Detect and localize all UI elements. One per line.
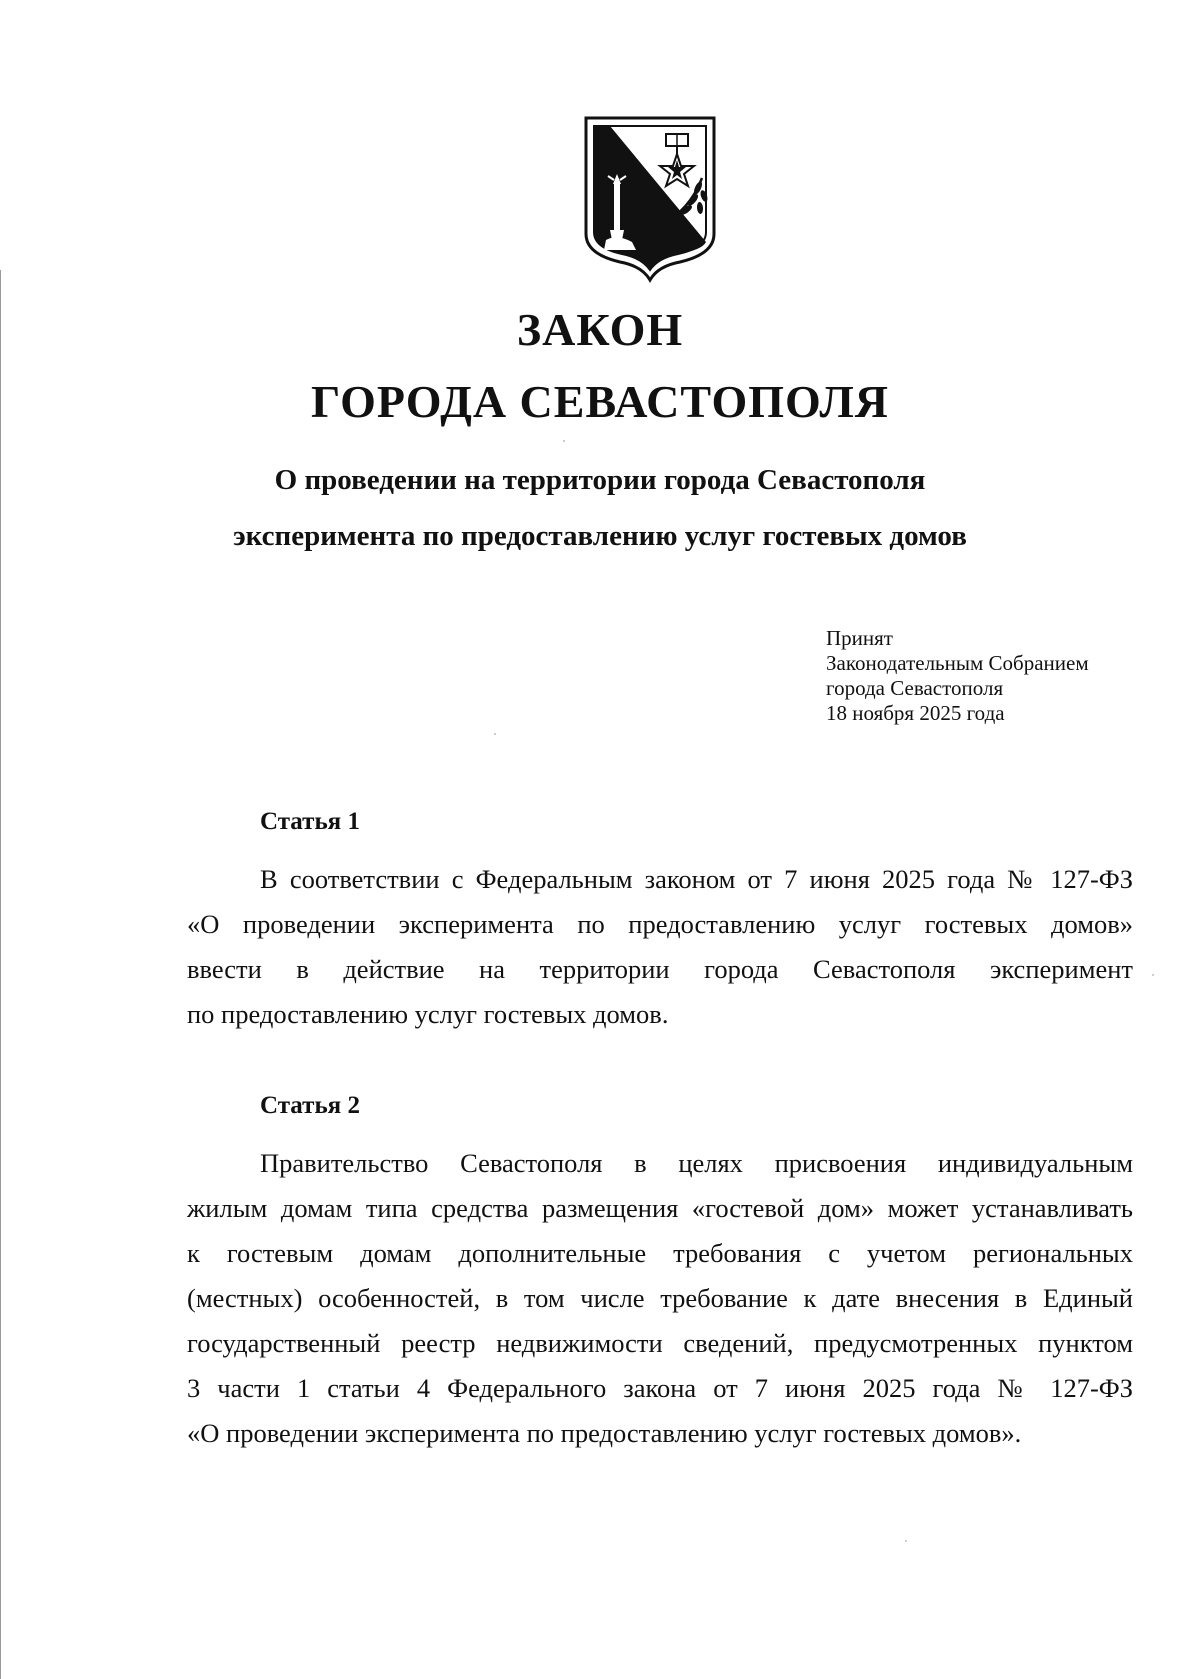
article-1-title: Статья 1	[260, 808, 360, 835]
scan-speck	[563, 440, 565, 442]
law-label: ЗАКОН	[516, 304, 684, 355]
text-line: Правительство Севастополя в целях присвоения индивидуальным	[260, 1148, 1133, 1178]
text-line: В соответствии с Федеральным законом от 7 июня 2025 года № 127-ФЗ	[260, 864, 1133, 894]
article-1-text	[187, 857, 1133, 1037]
law-subject: ГОРОДА СЕВАСТОПОЛЯ	[310, 376, 890, 427]
adoption-line: Законодательным Собранием	[826, 651, 1089, 675]
text-line: ввести в действие на территории города Севастополя эксперимент	[187, 954, 1133, 984]
adoption-block	[826, 626, 1186, 726]
adoption-line: города Севастополя	[826, 676, 1004, 700]
coat-of-arms-icon	[580, 114, 720, 284]
scan-speck	[494, 733, 496, 735]
text-line: (местных) особенностей, в том числе требование к дате внесения в Единый	[187, 1283, 1133, 1313]
scan-speck	[1152, 974, 1154, 976]
text-line: «О проведении эксперимента по предоставлению услуг гостевых домов»	[187, 909, 1133, 939]
text-line: к гостевым домам дополнительные требования с учетом региональных	[187, 1238, 1133, 1268]
text-line: 3 части 1 статьи 4 Федерального закона от 7 июня 2025 года № 127-ФЗ	[187, 1373, 1133, 1403]
adoption-date: 18 ноября 2025 года	[826, 701, 1005, 725]
text-line: государственный реестр недвижимости сведений, предусмотренных пунктом	[187, 1328, 1133, 1358]
article-2-text	[187, 1141, 1133, 1456]
text-line: жилым домам типа средства размещения «гостевой дом» может устанавливать	[187, 1193, 1133, 1223]
text-line: «О проведении эксперимента по предоставлению услуг гостевых домов».	[187, 1418, 1022, 1448]
law-heading-line-2: эксперимента по предоставлению услуг гостевых домов	[233, 520, 967, 552]
article-2-title: Статья 2	[260, 1092, 360, 1119]
law-heading-line-1: О проведении на территории города Севастополя	[274, 464, 926, 496]
scan-speck	[905, 1540, 907, 1542]
adoption-line: Принят	[826, 626, 893, 650]
text-line: по предоставлению услуг гостевых домов.	[187, 999, 669, 1029]
